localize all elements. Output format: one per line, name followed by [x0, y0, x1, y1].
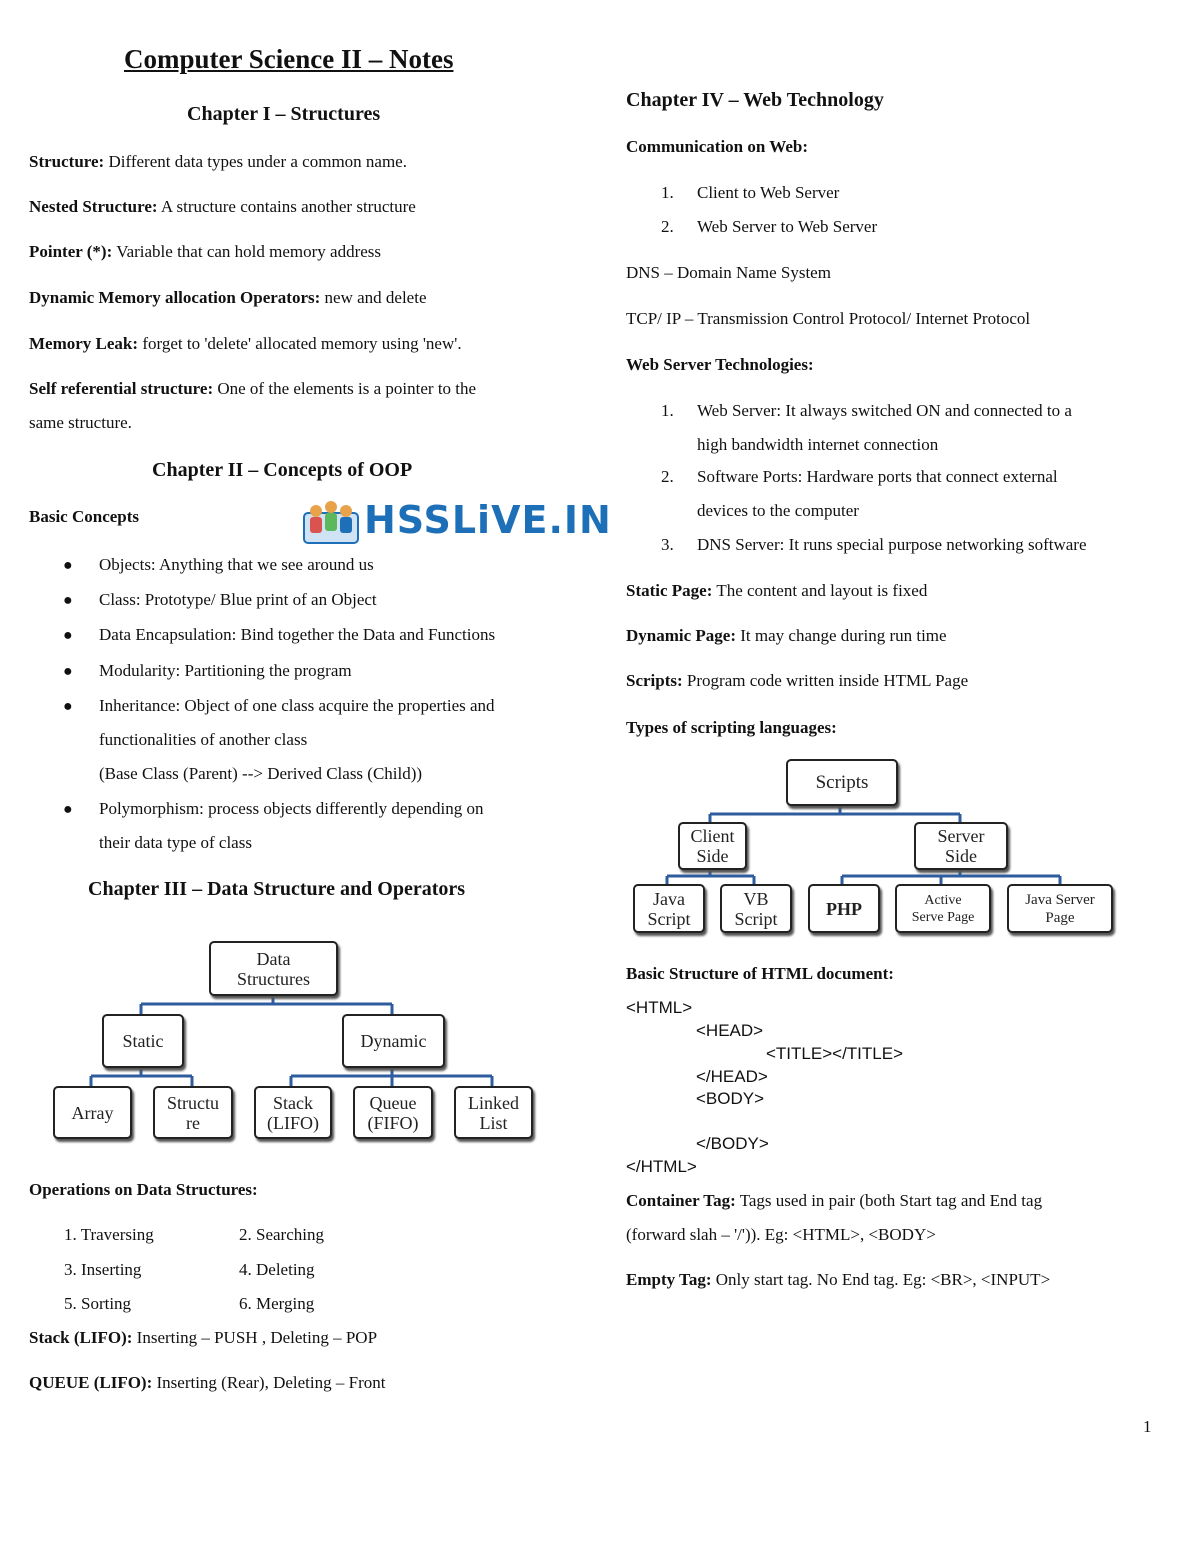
scripting-types-heading: Types of scripting languages: — [626, 718, 837, 737]
def-nested-structure: Nested Structure: A structure contains another structure — [29, 197, 416, 216]
node-java-server-page: Java Server Page — [1007, 884, 1113, 933]
bullet-polymorphism: Polymorphism: process objects differently depending on — [99, 799, 484, 818]
node-java-script: Java Script — [633, 884, 705, 933]
op-deleting: 4. Deleting — [239, 1260, 315, 1279]
def-dynamic-memory: Dynamic Memory allocation Operators: new and delete — [29, 288, 427, 307]
op-traversing: 1. Traversing — [64, 1225, 154, 1244]
node-data-structures: Data Structures — [209, 941, 338, 996]
page-number: 1 — [1143, 1417, 1152, 1436]
list-item: ● — [63, 801, 73, 818]
bullet-polymorphism-cont: their data type of class — [99, 833, 252, 852]
list-item: ● — [63, 627, 73, 644]
list-item: 2. — [661, 467, 674, 486]
logo-text: HSSLiVE.IN — [364, 498, 612, 542]
html-structure-heading: Basic Structure of HTML document: — [626, 964, 894, 983]
wst-web-server-cont: high bandwidth internet connection — [697, 435, 939, 454]
bullet-inheritance-example: (Base Class (Parent) --> Derived Class (Child)) — [99, 764, 423, 783]
list-item: 2. — [661, 217, 674, 236]
list-item: 1. — [661, 183, 674, 202]
wst-web-server: Web Server: It always switched ON and connected to a — [697, 401, 1072, 420]
def-dynamic-page: Dynamic Page: It may change during run time — [626, 626, 947, 645]
def-self-referential: Self referential structure: One of the elements is a pointer to the — [29, 379, 477, 398]
chapter-1-heading: Chapter I – Structures — [187, 103, 381, 125]
node-server-side: Server Side — [914, 822, 1008, 870]
html-line: <TITLE></TITLE> — [766, 1044, 904, 1063]
node-active-server-page: Active Serve Page — [895, 884, 991, 933]
list-item: 3. — [661, 535, 674, 554]
bullet-inheritance: Inheritance: Object of one class acquire the properties and — [99, 696, 495, 715]
communication-heading: Communication on Web: — [626, 137, 808, 156]
bullet-encapsulation: Data Encapsulation: Bind together the Data and Functions — [99, 625, 496, 644]
node-client-side: Client Side — [678, 822, 747, 870]
op-inserting: 3. Inserting — [64, 1260, 142, 1279]
web-server-tech-heading: Web Server Technologies: — [626, 355, 814, 374]
operations-heading: Operations on Data Structures: — [29, 1180, 258, 1199]
def-stack: Stack (LIFO): Inserting – PUSH , Deleting – POP — [29, 1328, 378, 1347]
def-scripts: Scripts: Program code written inside HTML Page — [626, 671, 969, 690]
list-item: ● — [63, 592, 73, 609]
html-line: </HTML> — [626, 1157, 697, 1176]
wst-software-ports: Software Ports: Hardware ports that connect external — [697, 467, 1058, 486]
def-static-page: Static Page: The content and layout is fixed — [626, 581, 928, 600]
op-sorting: 5. Sorting — [64, 1294, 132, 1313]
op-searching: 2. Searching — [239, 1225, 324, 1244]
comm-client-server: Client to Web Server — [697, 183, 840, 202]
bullet-modularity: Modularity: Partitioning the program — [99, 661, 352, 680]
node-array: Array — [53, 1086, 132, 1139]
node-structure: Structu re — [153, 1086, 233, 1139]
wst-dns-server: DNS Server: It runs special purpose networking software — [697, 535, 1087, 554]
def-self-referential-cont: same structure. — [29, 413, 132, 432]
node-scripts: Scripts — [786, 759, 898, 806]
bullet-inheritance-cont: functionalities of another class — [99, 730, 308, 749]
def-empty-tag: Empty Tag: Only start tag. No End tag. Eg: <BR>, <INPUT> — [626, 1270, 1051, 1289]
wst-software-ports-cont: devices to the computer — [697, 501, 859, 520]
def-memory-leak: Memory Leak: forget to 'delete' allocated memory using 'new'. — [29, 334, 462, 353]
html-line: <HTML> — [626, 998, 693, 1017]
html-line: </HEAD> — [696, 1067, 768, 1086]
node-vb-script: VB Script — [720, 884, 792, 933]
def-pointer: Pointer (*): Variable that can hold memory address — [29, 242, 382, 261]
page-title: Computer Science II – Notes — [124, 44, 454, 74]
comm-server-server: Web Server to Web Server — [697, 217, 878, 236]
bullet-objects: Objects: Anything that we see around us — [99, 555, 374, 574]
op-merging: 6. Merging — [239, 1294, 315, 1313]
node-queue: Queue (FIFO) — [353, 1086, 433, 1139]
chapter-4-heading: Chapter IV – Web Technology — [626, 89, 884, 111]
def-queue: QUEUE (LIFO): Inserting (Rear), Deleting – Front — [29, 1373, 386, 1392]
chapter-2-heading: Chapter II – Concepts of OOP — [152, 459, 413, 481]
list-item: 1. — [661, 401, 674, 420]
node-dynamic: Dynamic — [342, 1014, 445, 1068]
html-line: <HEAD> — [696, 1021, 764, 1040]
html-line: </BODY> — [696, 1134, 769, 1153]
node-linked-list: Linked List — [454, 1086, 533, 1139]
node-static: Static — [102, 1014, 184, 1068]
def-tcp: TCP/ IP – Transmission Control Protocol/ Internet Protocol — [626, 309, 1031, 328]
html-line: <BODY> — [696, 1089, 765, 1108]
list-item: ● — [63, 663, 73, 680]
def-container-tag: Container Tag: Tags used in pair (both Start tag and End tag — [626, 1191, 1043, 1210]
list-item: ● — [63, 557, 73, 574]
def-structure: Structure: Different data types under a common name. — [29, 152, 407, 171]
chapter-3-heading: Chapter III – Data Structure and Operators — [88, 878, 466, 900]
node-php: PHP — [808, 884, 880, 933]
bullet-class: Class: Prototype/ Blue print of an Object — [99, 590, 377, 609]
basic-concepts-heading: Basic Concepts — [29, 507, 140, 526]
list-item: ● — [63, 698, 73, 715]
def-dns: DNS – Domain Name System — [626, 263, 831, 282]
node-stack: Stack (LIFO) — [254, 1086, 332, 1139]
def-container-tag-cont: (forward slah – '/')). Eg: <HTML>, <BODY> — [626, 1225, 936, 1244]
